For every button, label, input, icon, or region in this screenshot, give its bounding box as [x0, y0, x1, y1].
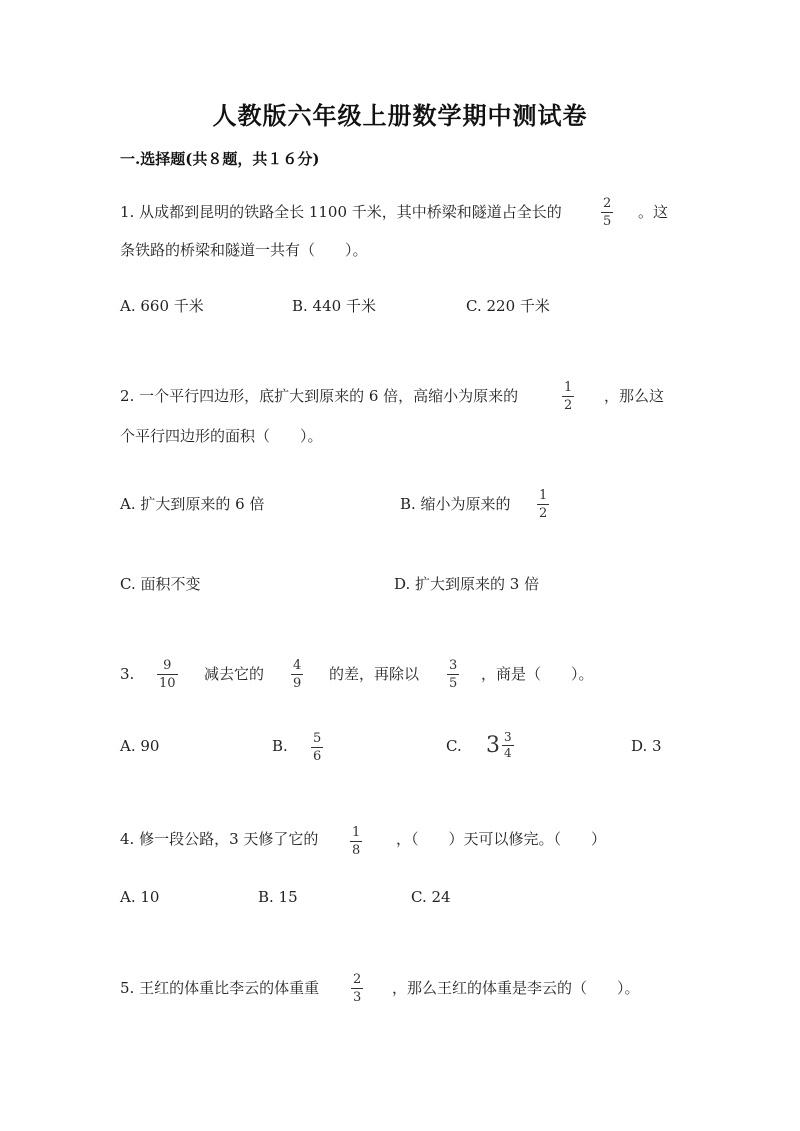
fraction-bar: [447, 674, 459, 675]
question-3-fraction-a: [157, 658, 178, 691]
fraction-bar: [537, 504, 549, 505]
fraction-numerator: 4: [293, 658, 302, 673]
section-heading: 一.选择题(共８题，共１６分): [120, 150, 320, 168]
fraction-denominator: 3: [353, 990, 362, 1005]
question-1-option-c[interactable]: C. 220 千米: [466, 297, 550, 315]
fraction-bar: [350, 841, 362, 842]
fraction-bar: [351, 988, 363, 989]
fraction-numerator: 3: [449, 658, 458, 673]
question-5-fraction: [351, 972, 363, 1005]
question-2-option-d[interactable]: D. 扩大到原来的 3 倍: [394, 575, 540, 593]
question-3-option-b[interactable]: B.: [272, 737, 288, 755]
question-2-text-line1-end: ，那么这: [604, 387, 665, 405]
page-title: 人教版六年级上册数学期中测试卷: [212, 101, 588, 130]
fraction-denominator: 2: [539, 506, 548, 521]
mixed-number-fraction: [502, 731, 514, 760]
fraction-bar: [601, 212, 613, 213]
fraction-numerator: 3: [504, 730, 512, 744]
question-3-option-a[interactable]: A. 90: [120, 737, 160, 755]
fraction-bar: [311, 747, 323, 748]
question-4-option-a[interactable]: A. 10: [120, 888, 160, 906]
question-1-option-b[interactable]: B. 440 千米: [292, 297, 376, 315]
question-2-option-c[interactable]: C. 面积不变: [120, 575, 201, 593]
fraction-denominator: 8: [352, 843, 361, 858]
question-3-text-c: ，商是（ ）。: [481, 665, 594, 683]
fraction-denominator: 10: [159, 676, 176, 691]
fraction-bar: [291, 674, 303, 675]
fraction-numerator: 9: [163, 658, 172, 673]
question-2-option-b[interactable]: B. 缩小为原来的: [400, 495, 511, 513]
fraction-bar: [562, 396, 574, 397]
fraction-denominator: 2: [564, 398, 573, 413]
question-2-text-line2: 个平行四边形的面积（ ）。: [120, 427, 323, 445]
mixed-number-whole: 3: [486, 733, 500, 758]
question-4-option-b[interactable]: B. 15: [258, 888, 298, 906]
question-2-option-b-fraction: [537, 488, 549, 521]
question-3-fraction-b: [291, 658, 303, 691]
fraction-numerator: 2: [353, 972, 362, 987]
question-4-fraction: [350, 825, 362, 858]
question-3-text-a: 减去它的: [204, 665, 265, 683]
question-4-text-line1-end: ，（ ）天可以修完。（ ）: [396, 830, 607, 848]
question-3-number: 3.: [120, 665, 135, 683]
question-2-fraction: [562, 380, 574, 413]
question-3-fraction-c: [447, 658, 459, 691]
fraction-denominator: 4: [504, 746, 512, 760]
question-1-fraction: [601, 196, 613, 229]
fraction-numerator: 2: [603, 196, 612, 211]
fraction-denominator: 9: [293, 676, 302, 691]
fraction-bar: [157, 674, 178, 675]
question-3-option-d[interactable]: D. 3: [631, 737, 662, 755]
question-3-option-b-fraction: [311, 731, 323, 764]
fraction-denominator: 5: [449, 676, 458, 691]
question-3-option-c-mixed-number: [486, 731, 514, 760]
question-2-text-line1: 2. 一个平行四边形，底扩大到原来的 6 倍，高缩小为原来的: [120, 387, 519, 405]
question-4-text-line1: 4. 修一段公路，3 天修了它的: [120, 830, 319, 848]
question-1-text-line2: 条铁路的桥梁和隧道一共有（ ）。: [120, 241, 368, 259]
question-2-option-a[interactable]: A. 扩大到原来的 6 倍: [120, 495, 265, 513]
question-1-text-line1: 1. 从成都到昆明的铁路全长 1100 千米，其中桥梁和隧道占全长的: [120, 203, 562, 221]
fraction-numerator: 1: [539, 488, 548, 503]
question-5-text-line1-end: ，那么王红的体重是李云的（ ）。: [392, 979, 640, 997]
question-3-text-b: 的差，再除以: [329, 665, 420, 683]
question-5-text-line1: 5. 王红的体重比李云的体重重: [120, 979, 320, 997]
fraction-numerator: 5: [313, 731, 322, 746]
fraction-numerator: 1: [352, 825, 361, 840]
fraction-denominator: 6: [313, 749, 322, 764]
question-4-option-c[interactable]: C. 24: [411, 888, 451, 906]
question-1-option-a[interactable]: A. 660 千米: [120, 297, 204, 315]
question-3-option-c[interactable]: C.: [446, 737, 462, 755]
fraction-denominator: 5: [603, 214, 612, 229]
question-1-text-line1-end: 。这: [638, 203, 669, 221]
fraction-numerator: 1: [564, 380, 573, 395]
